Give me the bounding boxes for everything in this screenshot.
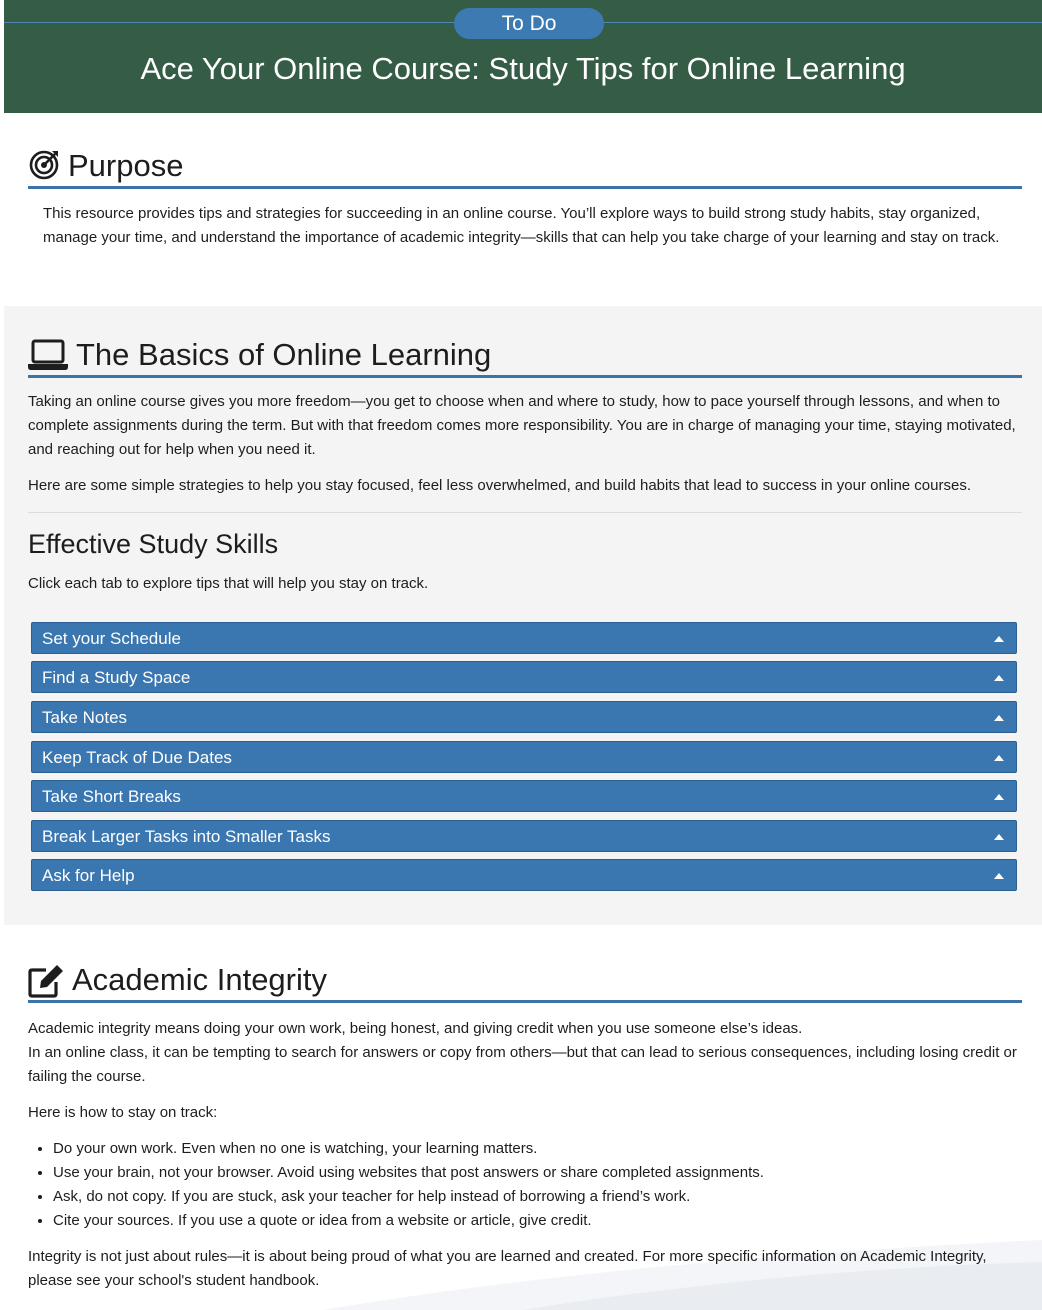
integrity-list bbox=[28, 1137, 1042, 1233]
caret-up-icon bbox=[994, 636, 1004, 642]
laptop-icon bbox=[28, 339, 68, 371]
tab-take-short-breaks[interactable] bbox=[31, 780, 1017, 812]
tab-label: Take Notes bbox=[42, 708, 128, 727]
caret-up-icon bbox=[994, 794, 1004, 800]
list-item: • Cite your sources. If you use a quote or idea from a website or article, give credit. bbox=[53, 1209, 1042, 1233]
tab-take-notes[interactable] bbox=[31, 701, 1017, 733]
section-divider bbox=[28, 512, 1022, 513]
basics-heading bbox=[28, 334, 1022, 378]
todo-badge: To Do bbox=[454, 8, 604, 39]
integrity-warning: In an online class, it can be tempting to search for answers or copy from others—but that can lead to serious consequences, including losing credit or failing the course. bbox=[28, 1044, 1017, 1085]
tab-find-a-study-space[interactable] bbox=[31, 661, 1017, 693]
tab-label: Take Short Breaks bbox=[42, 787, 181, 806]
tab-label: Keep Track of Due Dates bbox=[42, 748, 232, 767]
tab-set-your-schedule[interactable] bbox=[31, 622, 1017, 654]
integrity-heading bbox=[28, 962, 1022, 1003]
caret-up-icon bbox=[994, 675, 1004, 681]
page-title: Ace Your Online Course: Study Tips for Online Learning bbox=[140, 51, 906, 86]
basics-paragraph-1: Taking an online course gives you more freedom—you get to choose when and where to study, how to pace yourself through lessons, and when to complete assignments during the term. But with that freedom comes more responsibility. You are in charge of managing your time, staying motivated, and reaching out for help when you need it. bbox=[28, 393, 1016, 458]
purpose-text: This resource provides tips and strategies for succeeding in an online course. You’ll explore ways to build strong study habits, stay organized, manage your time, and understand the importance of academic integrity—skills that can help you take charge of your learning and stay on track. bbox=[43, 205, 1000, 246]
caret-up-icon bbox=[994, 715, 1004, 721]
tab-ask-for-help[interactable] bbox=[31, 859, 1017, 891]
tab-label: Set your Schedule bbox=[42, 629, 181, 648]
tab-label: Break Larger Tasks into Smaller Tasks bbox=[42, 827, 331, 846]
basics-paragraph-2: Here are some simple strategies to help you stay focused, feel less overwhelmed, and build habits that lead to success in your online courses. bbox=[28, 477, 972, 494]
list-item: • Do your own work. Even when no one is watching, your learning matters. bbox=[53, 1137, 1042, 1161]
target-icon bbox=[28, 148, 60, 180]
tab-break-larger-tasks[interactable] bbox=[31, 820, 1017, 852]
tab-label: Find a Study Space bbox=[42, 668, 191, 687]
header-banner bbox=[4, 0, 1042, 113]
tab-keep-track-of-due-dates[interactable] bbox=[31, 741, 1017, 773]
integrity-closing: Integrity is not just about rules—it is about being proud of what you are learned and created. For more specific information on Academic Integrity, please see your school's student handbook. bbox=[28, 1248, 987, 1289]
integrity-heading-text: Academic Integrity bbox=[72, 962, 327, 997]
tab-label: Ask for Help bbox=[42, 866, 135, 885]
edit-icon bbox=[28, 964, 64, 998]
list-item: • Use your brain, not your browser. Avoid using websites that post answers or share completed assignments. bbox=[53, 1161, 1042, 1185]
integrity-definition: Academic integrity means doing your own work, being honest, and giving credit when you use someone else’s ideas. bbox=[28, 1020, 803, 1037]
list-item: • Ask, do not copy. If you are stuck, ask your teacher for help instead of borrowing a friend’s work. bbox=[53, 1185, 1042, 1209]
purpose-heading bbox=[28, 146, 1022, 189]
caret-up-icon bbox=[994, 873, 1004, 879]
study-skills-instructions: Click each tab to explore tips that will help you stay on track. bbox=[28, 575, 429, 592]
caret-up-icon bbox=[994, 834, 1004, 840]
basics-heading-text: The Basics of Online Learning bbox=[76, 337, 492, 372]
caret-up-icon bbox=[994, 755, 1004, 761]
integrity-intro: Here is how to stay on track: bbox=[28, 1104, 218, 1121]
purpose-heading-text: Purpose bbox=[68, 148, 184, 183]
study-skills-heading: Effective Study Skills bbox=[28, 529, 279, 559]
